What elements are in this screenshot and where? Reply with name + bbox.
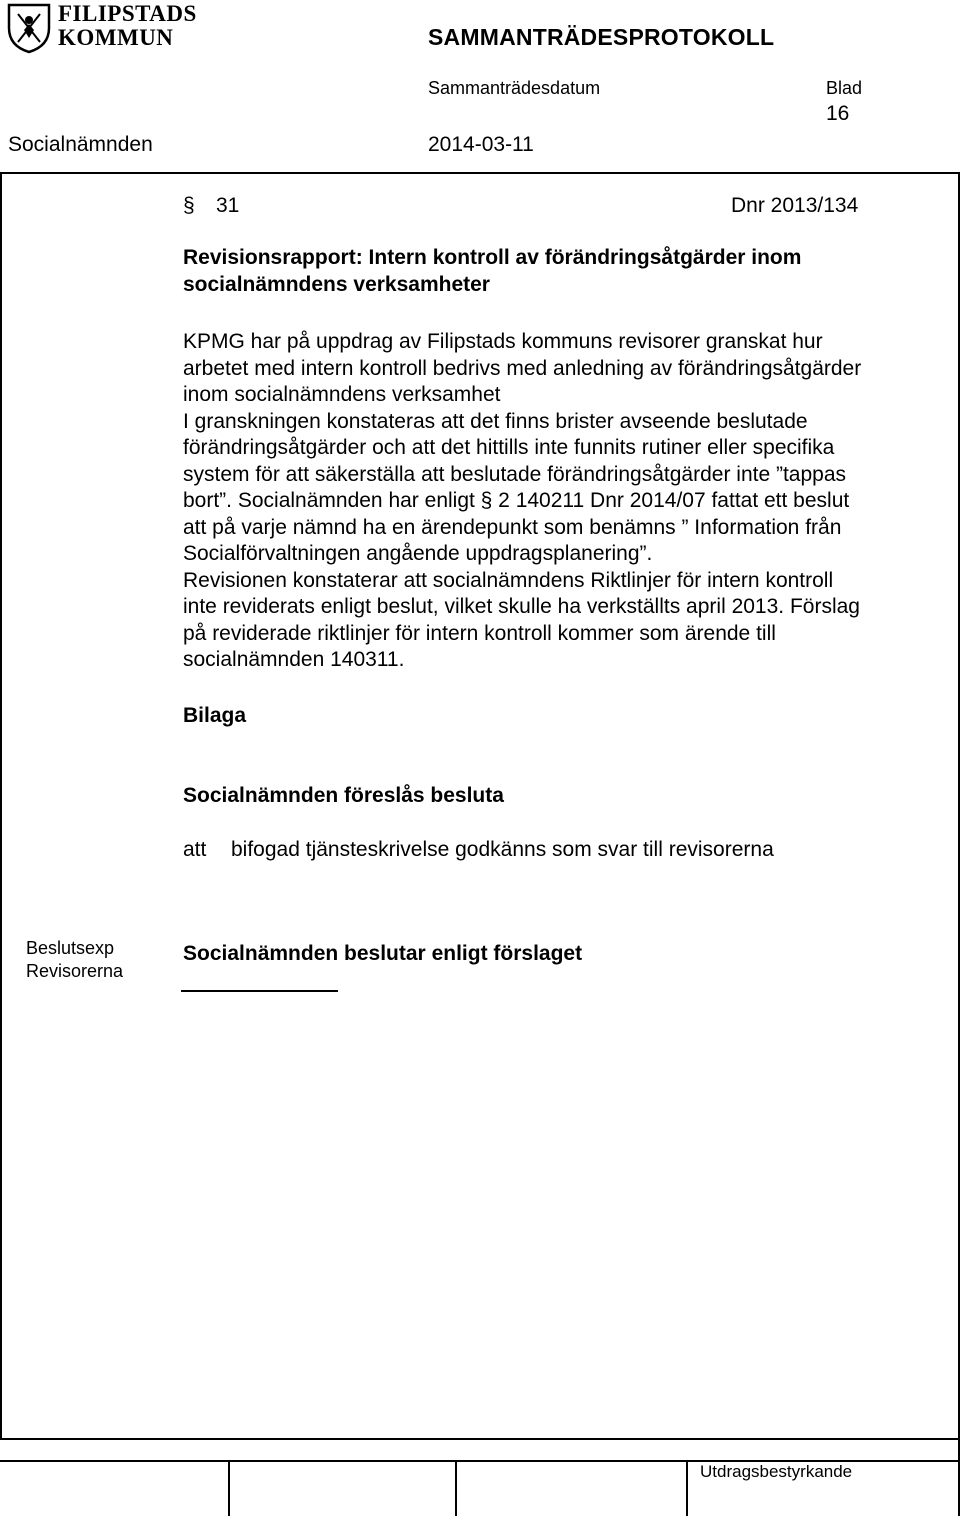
- body-line: bort”. Socialnämnden har enligt § 2 140211 Dnr 2014/07 fattat ett beslut: [183, 489, 850, 512]
- page-number: 16: [826, 102, 850, 125]
- decision-copy-recipient: Revisorerna: [26, 961, 124, 981]
- signature-box-divider: [455, 1460, 457, 1516]
- committee-name: Socialnämnden: [8, 133, 153, 156]
- section-symbol: §: [183, 194, 195, 217]
- body-line: Revisionen konstaterar att socialnämndens Riktlinjer för intern kontroll: [183, 568, 834, 592]
- item-body: [183, 329, 931, 674]
- decision-copy-label: Beslutsexp: [26, 938, 115, 958]
- body-line: inte reviderats enligt beslut, vilket skulle ha verkställts april 2013. Förslag: [183, 595, 860, 618]
- item-title: Revisionsrapport: Intern kontroll av förändringsåtgärder inom socialnämndens verksamheter: [183, 246, 802, 296]
- body-line: inom socialnämndens verksamhet: [183, 383, 501, 406]
- body-line: system för att säkerställa att beslutade förändringsåtgärder inte ”tappas: [183, 462, 847, 486]
- content-frame-top: [0, 172, 960, 174]
- attachment-heading: Bilaga: [183, 704, 247, 727]
- meeting-date: 2014-03-11: [428, 133, 534, 156]
- body-line: arbetet med intern kontroll bedrivs med anledning av förändringsåtgärder: [183, 356, 862, 380]
- body-line: Socialförvaltningen angående uppdragsplanering”.: [183, 542, 653, 565]
- certification-label: Utdragsbestyrkande: [700, 1462, 853, 1481]
- body-line: socialnämnden 140311.: [183, 648, 405, 671]
- item-number: 31: [216, 194, 240, 217]
- body-line: KPMG har på uppdrag av Filipstads kommuns revisorer granskat hur: [183, 330, 823, 353]
- body-line: förändringsåtgärder och att det hittills inte funnits rutiner eller specifika: [183, 436, 835, 459]
- signature-box-divider: [686, 1460, 688, 1516]
- proposal-att: att: [183, 838, 207, 861]
- content-frame-left: [0, 172, 2, 1438]
- case-number: Dnr 2013/134: [731, 194, 859, 217]
- municipality-logo: [6, 2, 216, 56]
- body-line: I granskningen konstateras att det finns brister avseende beslutade: [183, 409, 808, 433]
- decision-underline: [181, 990, 338, 992]
- proposal-heading: Socialnämnden föreslås besluta: [183, 784, 504, 807]
- footer-table-top: [0, 1438, 960, 1440]
- meeting-date-label: Sammanträdesdatum: [428, 78, 601, 98]
- proposal-text: bifogad tjänsteskrivelse godkänns som svar till revisorerna: [231, 838, 774, 861]
- logo-text: FILIPSTADS KOMMUN: [58, 1, 197, 50]
- page-label: Blad: [826, 78, 863, 98]
- coat-of-arms-icon: [6, 2, 52, 54]
- document-title: SAMMANTRÄDESPROTOKOLL: [428, 24, 775, 50]
- body-line: på reviderade riktlinjer för intern kontroll kommer som ärende till: [183, 621, 776, 645]
- signature-box-divider: [228, 1460, 230, 1516]
- decision-text: Socialnämnden beslutar enligt förslaget: [183, 942, 583, 965]
- body-line: att på varje nämnd ha en ärendepunkt som benämns ” Information från: [183, 515, 842, 539]
